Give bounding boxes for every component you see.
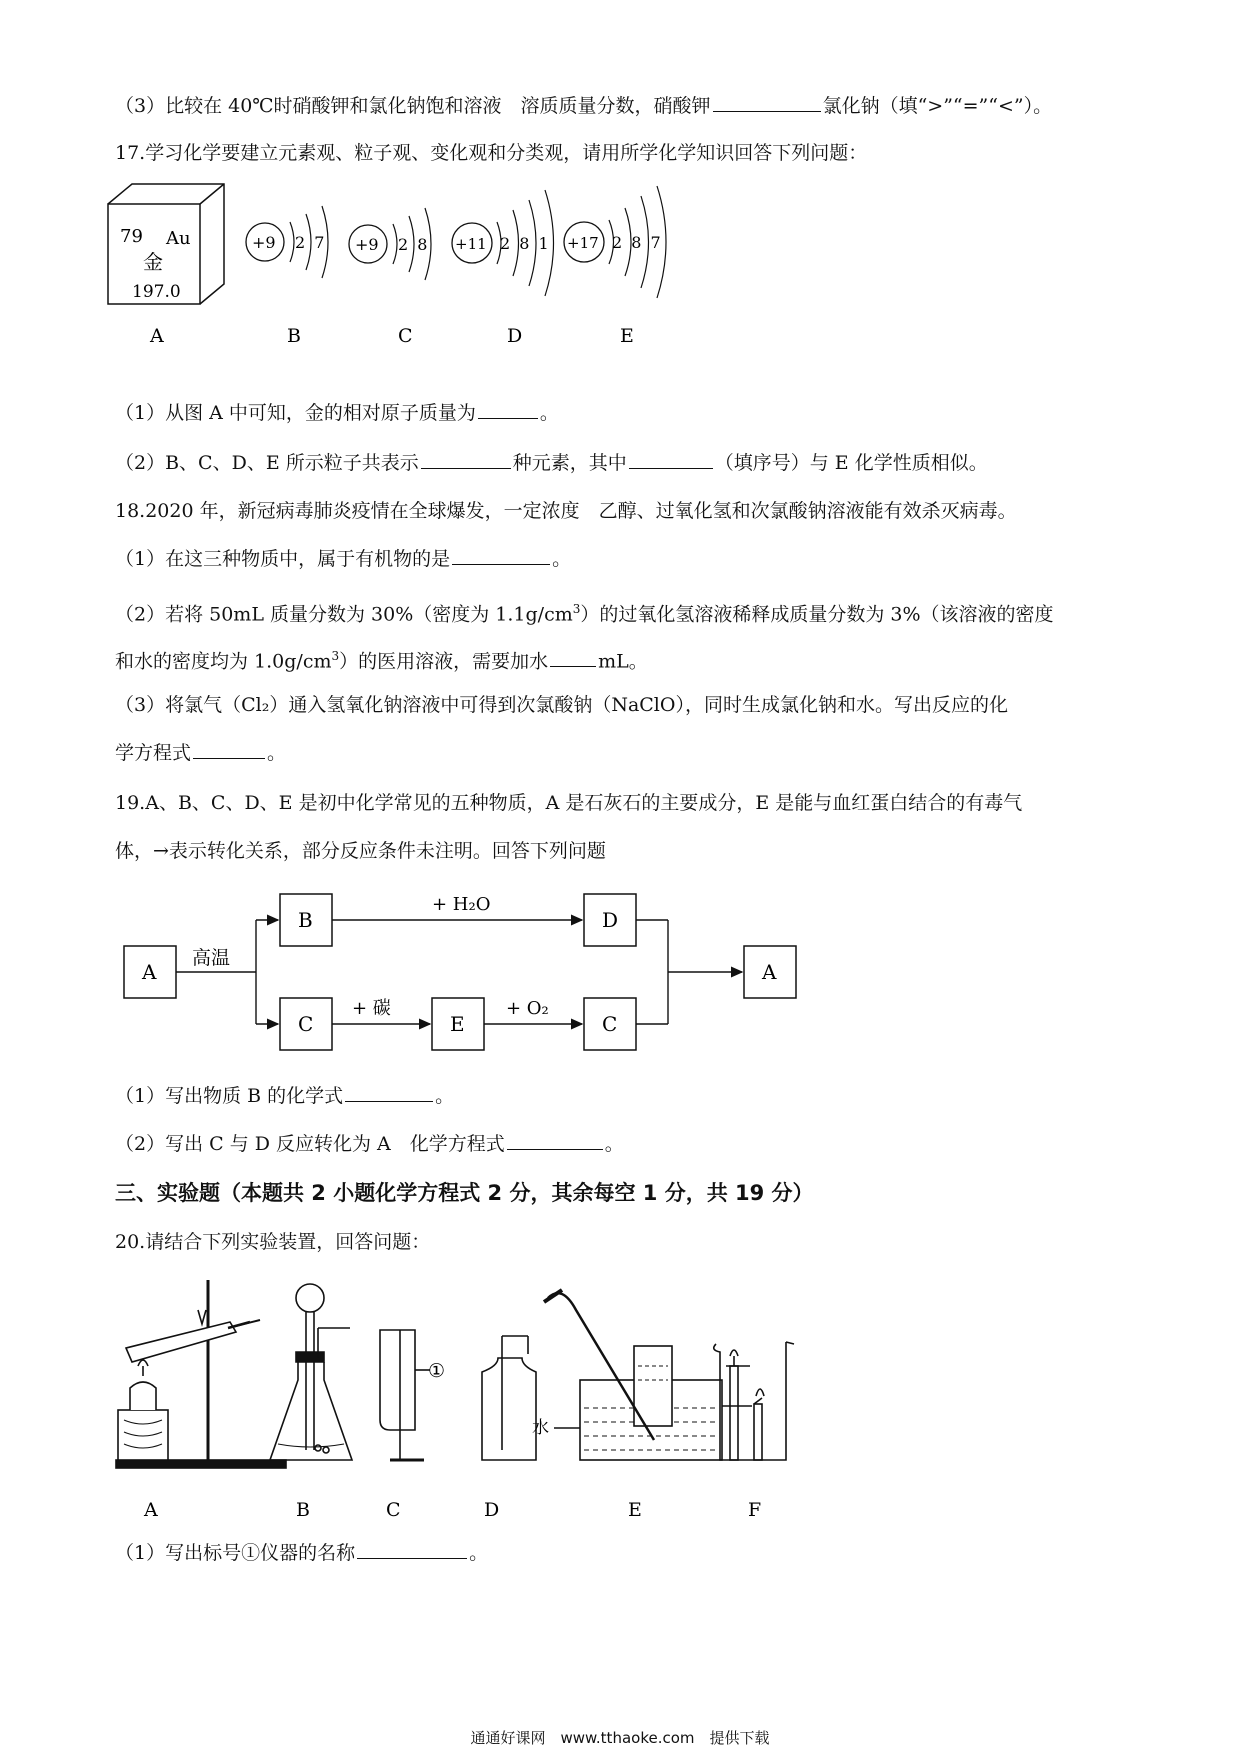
svg-text:+17: +17 [567, 234, 599, 252]
atom-diagram-d [452, 190, 554, 296]
answer-blank[interactable] [193, 740, 265, 759]
apparatus-label-f: F [748, 1499, 762, 1521]
condition-h2o: + H₂O [432, 894, 491, 915]
answer-blank[interactable] [421, 450, 511, 469]
svg-text:2 8 1: 2 8 1 [500, 234, 551, 253]
answer-blank[interactable] [550, 648, 596, 667]
svg-text:A: A [762, 960, 777, 984]
figure-label-b: B [287, 325, 301, 345]
atomic-mass: 197.0 [132, 282, 181, 302]
apparatus-a [116, 1280, 286, 1468]
figure-label-e: E [620, 325, 634, 345]
q17-part1: （1）从图 A 中可知，金的相对原子质量为 。 [115, 402, 559, 424]
svg-text:2 8 7: 2 8 7 [612, 233, 663, 252]
condition-high-temp: 高温 [192, 947, 231, 969]
answer-blank[interactable] [629, 450, 713, 469]
figure-label-c: C [398, 325, 413, 345]
apparatus-label-a: A [144, 1499, 158, 1521]
q20-part1: （1）写出标号①仪器的名称 。 [115, 1542, 489, 1564]
figure-label-a: A [150, 325, 164, 345]
q19-stem-line2: 体，→表示转化关系，部分反应条件未注明。回答下列问题 [115, 840, 606, 862]
element-name: 金 [143, 250, 163, 274]
q18-part2-line1: （2）若将 50mL 质量分数为 30%（密度为 $1.1g/cm^3$）的过氧化氢溶液稀释成质量分数为 3%（该溶液的密度 [115, 602, 1054, 626]
svg-text:D: D [602, 908, 619, 932]
section-heading: 三、实验题（本题共 2 小题化学方程式 2 分，其余每空 1 分，共 19 分） [115, 1181, 814, 1205]
apparatus-label-c: C [386, 1499, 401, 1521]
element-symbol: Au [166, 228, 191, 249]
condition-carbon: + 碳 [352, 998, 391, 1019]
apparatus-c [380, 1330, 430, 1460]
svg-text:C: C [298, 1012, 314, 1036]
apparatus-label-d: D [484, 1499, 500, 1521]
mark-1: ① [428, 1360, 446, 1382]
apparatus-b [270, 1284, 352, 1460]
svg-text:+9: +9 [252, 233, 276, 252]
q17-figure [100, 180, 720, 345]
q20-apparatus-figure [110, 1270, 910, 1530]
atom-diagram-e [564, 186, 666, 298]
svg-text:B: B [298, 908, 313, 932]
apparatus-label-b: B [296, 1499, 310, 1521]
q19-flow-diagram [120, 880, 820, 1055]
apparatus-d [482, 1336, 536, 1460]
svg-text:2 8: 2 8 [398, 235, 430, 254]
water-label: 水 [532, 1418, 549, 1438]
answer-blank[interactable] [452, 546, 550, 565]
apparatus-e [544, 1290, 722, 1460]
q19-part2: （2）写出 C 与 D 反应转化为 A 化学方程式 。 [115, 1133, 624, 1155]
q17-part2: （2）B、C、D、E 所示粒子共表示 种元素，其中 （填序号）与 E 化学性质相似。 [115, 452, 988, 474]
condition-o2: + O₂ [506, 998, 549, 1019]
apparatus-f [714, 1342, 794, 1460]
q18-part3-line2: 学方程式 。 [115, 742, 287, 764]
q18-part1: （1）在这三种物质中，属于有机物的是 。 [115, 548, 572, 570]
atom-diagram-b [246, 206, 328, 278]
answer-blank[interactable] [345, 1083, 433, 1102]
q16-part3: （3）比较在 40℃时硝酸钾和氯化钠饱和溶液 溶质质量分数，硝酸钾 氯化钠（填“>”“=”“<”）。 [115, 95, 1053, 117]
svg-text:2 7: 2 7 [295, 233, 327, 252]
q18-part2-line2: 和水的密度均为 $1.0g/cm^3$）的医用溶液，需要加水 mL。 [115, 649, 648, 673]
q18-part3-line1: （3）将氯气（Cl₂）通入氢氧化钠溶液中可得到次氯酸钠（NaClO），同时生成氯化钠和水。写出反应的化 [115, 694, 1008, 716]
atom-diagram-c [349, 208, 431, 280]
answer-blank[interactable] [478, 400, 538, 419]
svg-text:A: A [142, 960, 157, 984]
atomic-number: 79 [120, 226, 143, 247]
svg-text:E: E [450, 1012, 465, 1036]
apparatus-label-e: E [628, 1499, 642, 1521]
svg-text:C: C [602, 1012, 618, 1036]
q17-stem: 17.学习化学要建立元素观、粒子观、变化观和分类观，请用所学化学知识回答下列问题： [115, 142, 868, 164]
answer-blank[interactable] [713, 93, 821, 112]
figure-label-d: D [507, 325, 523, 345]
page-footer: 通通好课网 www.tthaoke.com 提供下载 [470, 1729, 770, 1747]
q18-stem: 18.2020 年，新冠病毒肺炎疫情在全球爆发，一定浓度 乙醇、过氧化氢和次氯酸钠溶液能有效杀灭病毒。 [115, 500, 1017, 522]
answer-blank[interactable] [357, 1540, 467, 1559]
q20-stem: 20.请结合下列实验装置，回答问题： [115, 1231, 431, 1253]
svg-text:+11: +11 [455, 235, 487, 253]
svg-text:+9: +9 [355, 235, 379, 254]
q19-stem-line1: 19.A、B、C、D、E 是初中化学常见的五种物质，A 是石灰石的主要成分，E 是能与血红蛋白结合的有毒气 [115, 792, 1023, 814]
answer-blank[interactable] [507, 1131, 603, 1150]
q19-part1: （1）写出物质 B 的化学式 。 [115, 1085, 455, 1107]
